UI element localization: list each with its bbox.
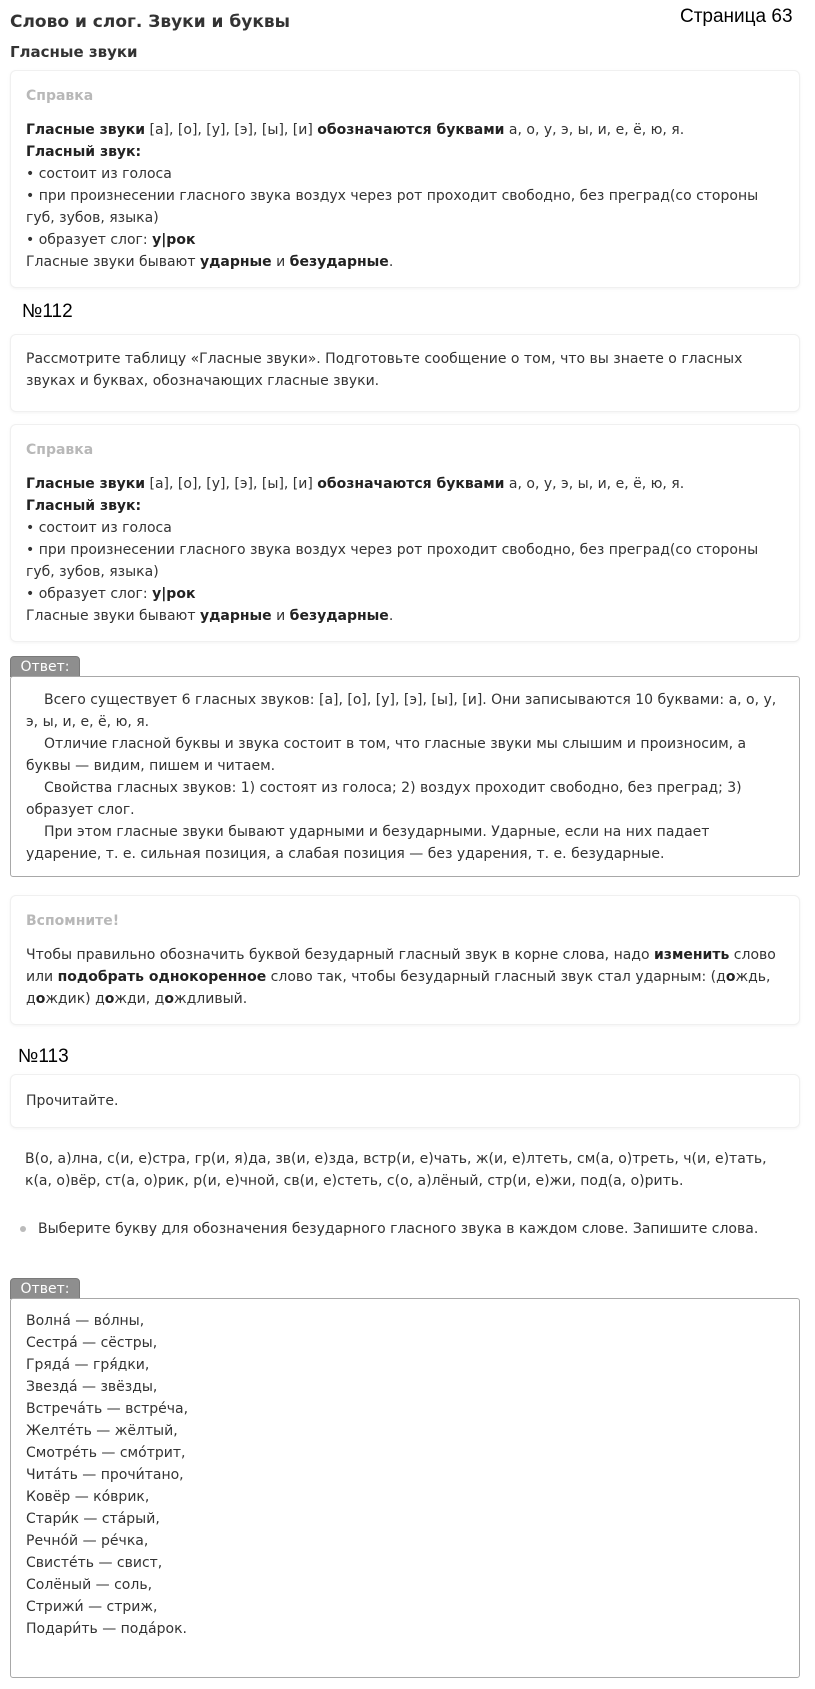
chapter-title: Слово и слог. Звуки и буквы xyxy=(10,12,290,32)
answer-line: Подари́ть — пода́рок. xyxy=(26,1621,187,1637)
task-112-card xyxy=(10,334,800,412)
reference-bullet-3: • образует слог: у|рок xyxy=(26,586,196,602)
remember-card xyxy=(10,895,800,1025)
answer-line: Звезда́ — звёзды, xyxy=(26,1379,158,1395)
answer-paragraph: Отличие гласной буквы и звука состоит в том, что гласные звуки мы слышим и произносим, а буквы — видим, пишем и читаем. xyxy=(26,736,747,774)
answer-line: Смотре́ть — смо́трит, xyxy=(26,1445,186,1461)
answer-paragraph: При этом гласные звуки бывают ударными и безударными. Ударные, если на них падает ударение, т. е. сильная позиция, а слабая позиция — без ударения, т. е. безударные. xyxy=(26,824,710,862)
answer-line: Стрижи́ — стриж, xyxy=(26,1599,158,1615)
reference-label: Справка xyxy=(26,88,94,104)
answer-box-113 xyxy=(10,1298,800,1678)
answer-line: Солёный — соль, xyxy=(26,1577,153,1593)
answer-line: Сестра́ — сёстры, xyxy=(26,1335,158,1351)
reference-card xyxy=(10,70,800,288)
task-113-card xyxy=(10,1074,800,1128)
reference-bullet-1: • состоит из голоса xyxy=(26,166,172,182)
reference-bullet-2: • при произнесении гласного звука воздух через рот проходит свободно, без преград(со стороны губ, зубов, языка) xyxy=(26,542,759,580)
answer-paragraph: Всего существует 6 гласных звуков: [а], [о], [у], [э], [ы], [и]. Они записываются 10 буквами: а, о, у, э, ы, и, е, ё, ю, я. xyxy=(26,692,777,730)
reference-bullet-1: • состоит из голоса xyxy=(26,520,172,536)
answer-paragraph: Свойства гласных звуков: 1) состоят из голоса; 2) воздух проходит свободно, без преград; 3) образует слог. xyxy=(26,780,742,818)
page-number: Страница 63 xyxy=(680,6,793,27)
task-113-number: №113 xyxy=(18,1046,69,1067)
reference-label: Справка xyxy=(26,442,94,458)
reference-bullet-3: • образует слог: у|рок xyxy=(26,232,196,248)
reference-line-1: Гласные звуки [а], [о], [у], [э], [ы], [и] обозначаются буквами а, о, у, э, ы, и, е, ё, ю, я. xyxy=(26,476,685,492)
answer-line: Чита́ть — прочи́тано, xyxy=(26,1467,184,1483)
reference-last-line: Гласные звуки бывают ударные и безударные. xyxy=(26,254,394,270)
answer-tab[interactable]: Ответ: xyxy=(10,1278,80,1299)
answer-line: Речно́й — ре́чка, xyxy=(26,1533,149,1549)
answer-line: Ковёр — ко́врик, xyxy=(26,1489,150,1505)
task-112-number: №112 xyxy=(22,301,73,322)
remember-label: Вспомните! xyxy=(26,913,120,929)
answer-tab[interactable]: Ответ: xyxy=(10,656,80,677)
remember-text: Чтобы правильно обозначить буквой безударный гласный звук в корне слова, надо изменить слово или подобрать однокоренное слово так, чтобы безударный гласный звук стал ударным: (дождь, дождик) дожди, дождливый. xyxy=(26,947,776,1007)
reference-card-2 xyxy=(10,424,800,642)
answer-line: Стари́к — ста́рый, xyxy=(26,1511,160,1527)
exercise-bullet xyxy=(20,1218,800,1240)
answer-box-112 xyxy=(10,676,800,877)
exercise-bullet-text: Выберите букву для обозначения безударного гласного звука в каждом слове. Запишите слова. xyxy=(38,1221,759,1237)
answer-line: Свисте́ть — свист, xyxy=(26,1555,163,1571)
reference-line-2: Гласный звук: xyxy=(26,498,142,514)
task-112-text: Рассмотрите таблицу «Гласные звуки». Подготовьте сообщение о том, что вы знаете о гласных звуках и буквах, обозначающих гласные звуки. xyxy=(26,351,743,389)
answer-line: Гряда́ — гря́дки, xyxy=(26,1357,150,1373)
section-subtitle: Гласные звуки xyxy=(10,43,138,61)
reference-line-2: Гласный звук: xyxy=(26,144,142,160)
task-113-instruction: Прочитайте. xyxy=(26,1093,119,1109)
reference-last-line: Гласные звуки бывают ударные и безударные. xyxy=(26,608,394,624)
answer-line: Желте́ть — жёлтый, xyxy=(26,1423,178,1439)
answer-line: Волна́ — во́лны, xyxy=(26,1313,145,1329)
exercise-text: В(о, а)лна, с(и, е)стра, гр(и, я)да, зв(и, е)зда, встр(и, е)чать, ж(и, е)лтеть, см(а, о)треть, ч(и, е)тать, к(а, о)вёр, ст(а, о)рик, р(и, е)чной, св(и, е)стеть, с(о, а)лёный, стр(и, е)жи, под(а, о)рить. xyxy=(25,1151,767,1189)
answer-line: Встреча́ть — встре́ча, xyxy=(26,1401,189,1417)
reference-line-1: Гласные звуки [а], [о], [у], [э], [ы], [и] обозначаются буквами а, о, у, э, ы, и, е, ё, ю, я. xyxy=(26,122,685,138)
bullet-dot-icon xyxy=(20,1226,26,1232)
reference-bullet-2: • при произнесении гласного звука воздух через рот проходит свободно, без преград(со стороны губ, зубов, языка) xyxy=(26,188,759,226)
